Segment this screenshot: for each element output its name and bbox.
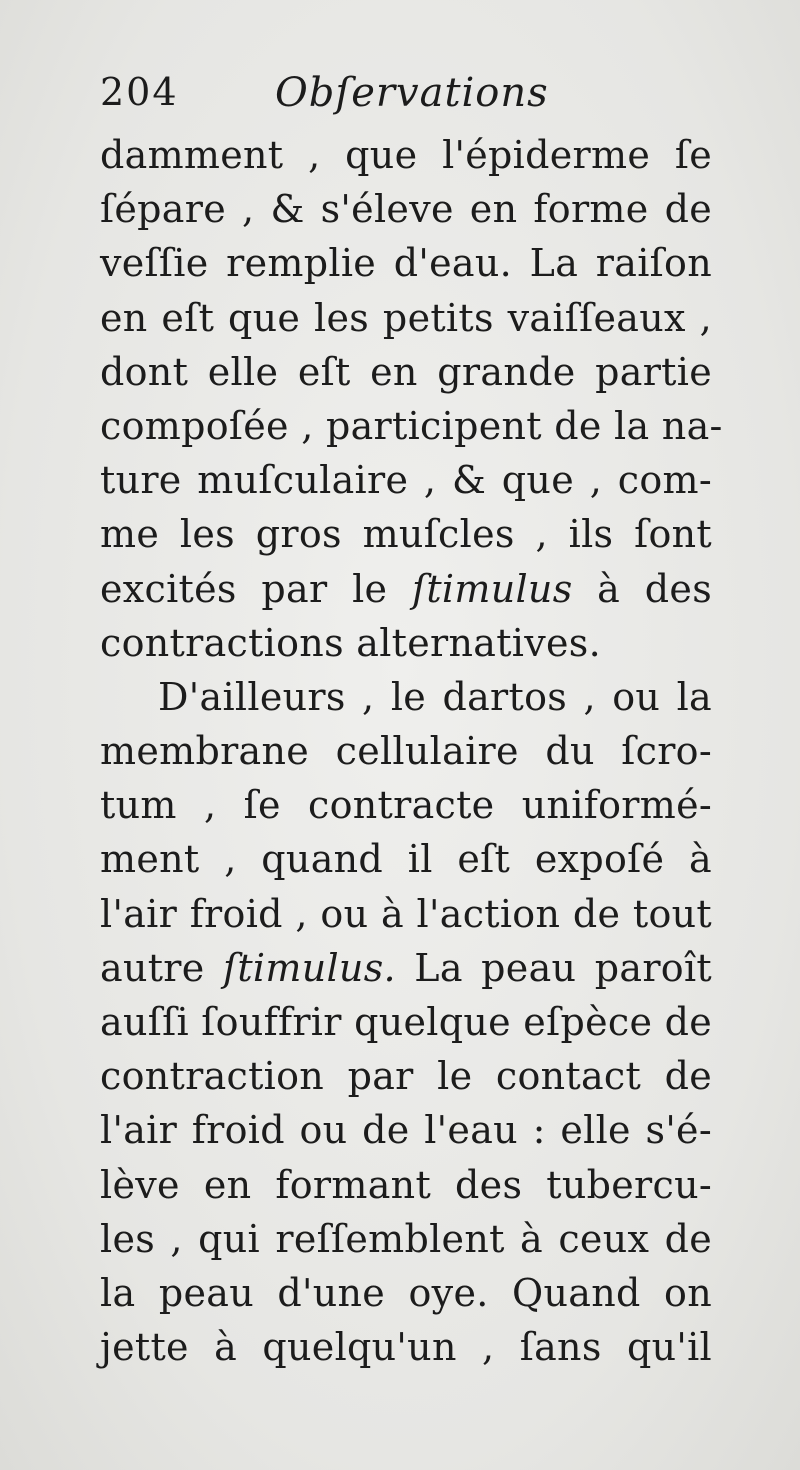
text-line-with-italic [100, 562, 712, 616]
text-line: damment , que l'épiderme ſe [100, 133, 712, 177]
text-line: veſſie remplie d'eau. La raiſon [100, 241, 712, 286]
text-line: tum , ſe contracte uniformé- [100, 783, 712, 828]
text-line: les , qui reſſemblent à ceux de [100, 1216, 712, 1261]
text-line: l'air froid , ou à l'action de tout [100, 891, 712, 936]
text-line: contraction par le contact de [100, 1054, 712, 1099]
body-text [100, 128, 723, 1374]
running-head [100, 70, 710, 130]
italic-term: ſtimulus [411, 566, 573, 611]
line-text: La peau paroît [395, 945, 712, 990]
text-line: lève en formant des tubercu- [100, 1162, 712, 1207]
text-line: en eſt que les petits vaiſſeaux , [100, 295, 712, 340]
text-line-with-italic [100, 941, 712, 995]
running-title: Obſervations [275, 70, 549, 116]
paragraph-end-line: contractions alternatives. [100, 620, 601, 665]
line-text: excités par le [100, 566, 412, 611]
line-text: autre [100, 945, 223, 990]
italic-term: ſtimulus. [222, 945, 396, 990]
line-text: à des [572, 566, 712, 611]
text-line: jette à quelqu'un , ſans qu'il [100, 1325, 712, 1370]
text-line: l'air froid ou de l'eau : elle s'é- [100, 1108, 712, 1153]
text-line: auſſi ſouffrir quelque eſpèce de [100, 1000, 713, 1044]
text-line: ſépare , & s'éleve en forme de [100, 187, 712, 232]
text-line: me les gros muſcles , ils ſont [100, 512, 712, 557]
text-line: ture muſculaire , & que , com- [100, 458, 712, 503]
text-line: membrane cellulaire du ſcro- [100, 729, 712, 774]
text-line: ment , quand il eſt expoſé à [100, 837, 712, 882]
paragraph-start-line: D'ailleurs , le dartos , ou la [158, 674, 712, 719]
text-line: dont elle eſt en grande partie [100, 349, 712, 394]
page-number: 204 [100, 70, 179, 114]
text-line: la peau d'une oye. Quand on [100, 1270, 712, 1315]
text-line: compoſée , participent de la na- [100, 403, 723, 448]
